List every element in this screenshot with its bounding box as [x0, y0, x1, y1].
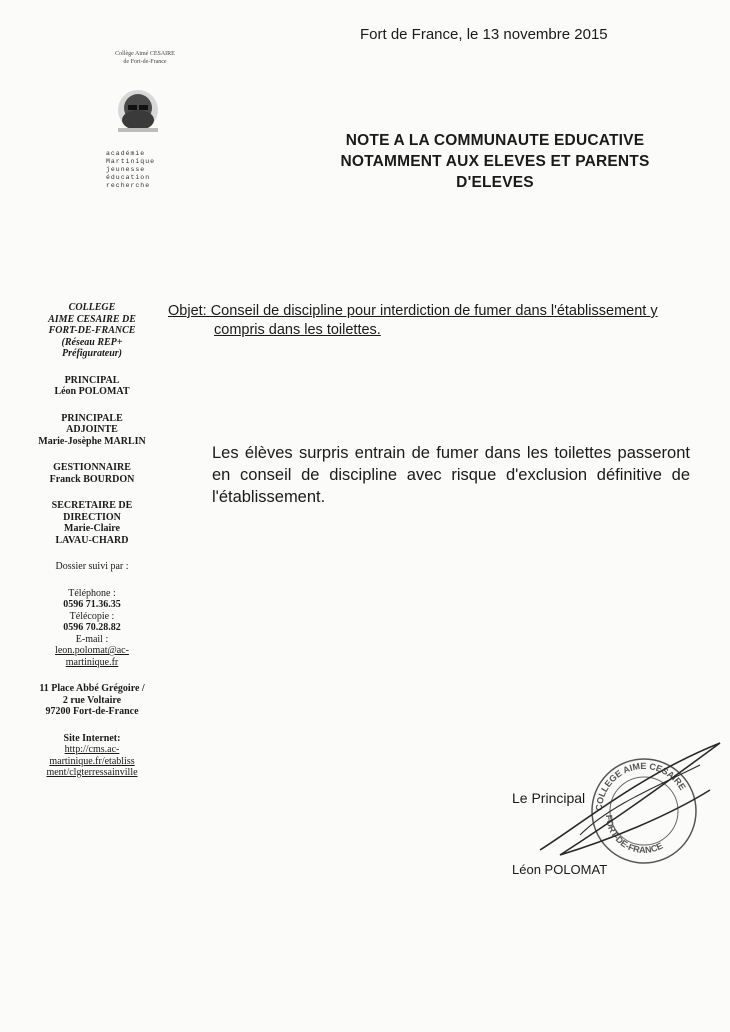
website-link-end[interactable]: ment/clgterressainville — [46, 767, 138, 778]
gestionnaire-block: GESTIONNAIRE Franck BOURDON — [49, 462, 135, 485]
dossier-label: Dossier suivi par : — [55, 561, 129, 572]
object-line: Objet: Conseil de discipline pour interdiction de fumer dans l'établissement y compris dans les toilettes. — [168, 303, 658, 338]
secretary-block: SECRETAIRE DE DIRECTION Marie-Claire LAVAU-CHARD — [51, 500, 133, 546]
contact-block: Téléphone : 0596 71.36.35 Télécopie : 0596 70.28.82 E-mail : leon.polomat@ac- martinique.fr — [22, 588, 162, 669]
stamp-bottom-text: FORT-DE-FRANCE — [603, 814, 665, 856]
website-link[interactable]: http://cms.ac- — [64, 744, 120, 755]
signatory-role: Le Principal — [512, 790, 586, 806]
school-letterhead-small: Collège Aimé CESAIRE de Fort-de-France — [115, 51, 175, 65]
email-link-cont[interactable]: martinique.fr — [65, 656, 119, 668]
email-link[interactable]: leon.polomat@ac- — [55, 645, 129, 656]
body-paragraph: Les élèves surpris entrain de fumer dans les toilettes passeront en conseil de discipline avec risque d'exclusion définitive de l'établissement. — [212, 444, 690, 506]
academie-label: académie Martinique jeunesse éducation recherche — [106, 150, 156, 189]
principal-block: PRINCIPAL Léon POLOMAT — [54, 374, 130, 397]
document-date: Fort de France, le 13 novembre 2015 — [360, 26, 608, 43]
college-name: COLLEGE AIME CESAIRE DE FORT-DE-FRANCE (Réseau REP+ Préfigurateur) — [48, 302, 136, 359]
adjoint-block: PRINCIPALE ADJOINTE Marie-Josèphe MARLIN — [38, 412, 146, 447]
website-block: Site Internet: http://cms.ac- martinique.fr/etabliss ment/clgterressainville — [22, 733, 162, 779]
document-title: NOTE A LA COMMUNAUTE EDUCATIVE NOTAMMENT AUX ELEVES ET PARENTS D'ELEVES — [340, 132, 650, 191]
stamp-top-text: COLLEGE AIME CESAIRE — [593, 760, 688, 812]
signatory-name: Léon POLOMAT — [512, 862, 608, 877]
sidebar-contacts — [22, 302, 162, 794]
address-block: 11 Place Abbé Grégoire / 2 rue Voltaire 97200 Fort-de-France — [39, 683, 145, 717]
website-link-cont[interactable]: martinique.fr/etabliss — [49, 755, 135, 767]
